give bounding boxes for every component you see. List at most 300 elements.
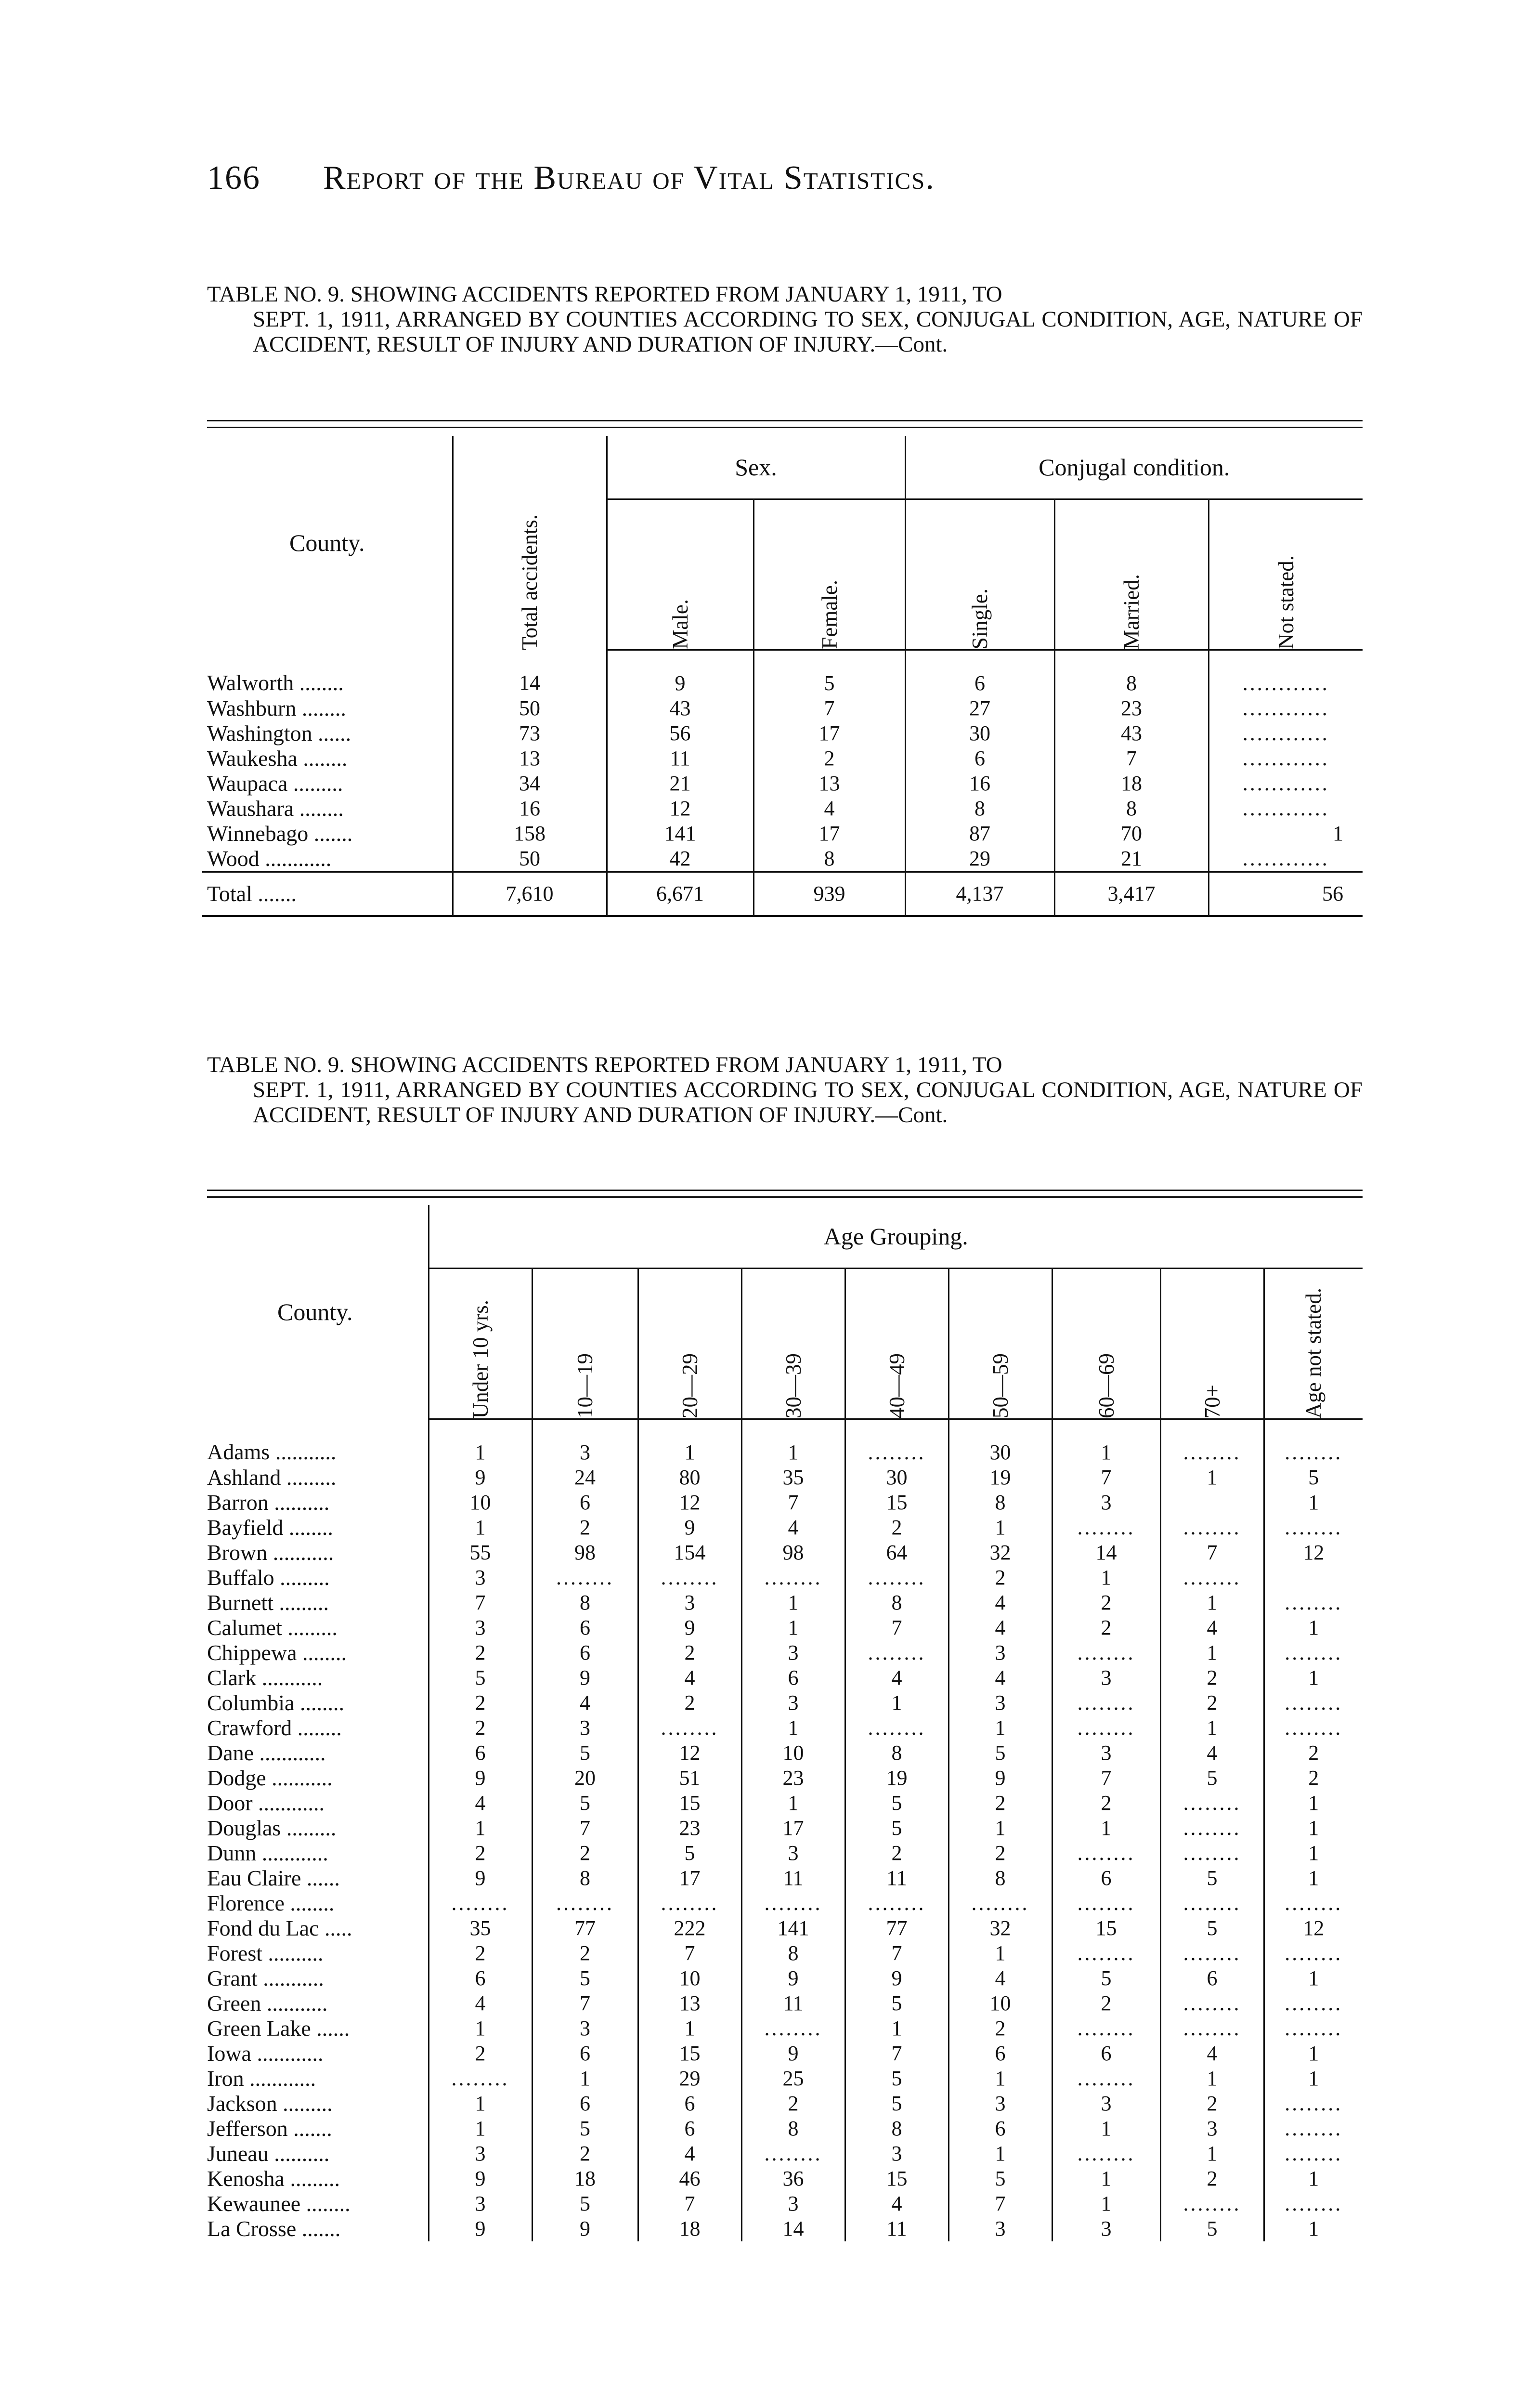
- cell-single: 16: [905, 771, 1054, 796]
- cell-age-3: 2: [741, 2091, 845, 2116]
- cell-age-6: ........: [1052, 2066, 1160, 2091]
- cell-age-4: ........: [845, 1565, 948, 1590]
- table2-caption: [207, 1052, 1363, 1127]
- cell-age-5: 5: [948, 1741, 1052, 1766]
- cell-age-2: ........: [638, 1715, 741, 1741]
- cell-age-5: 9: [948, 1766, 1052, 1791]
- county-name: Washburn ........: [207, 696, 346, 720]
- cell-age-1: 2: [532, 1941, 638, 1966]
- cell-age-6: 2: [1052, 1615, 1160, 1640]
- cell-age-5: 2: [948, 2016, 1052, 2041]
- cell-age-4: ........: [845, 1419, 948, 1466]
- table2-col-label: 50—59: [988, 1353, 1013, 1418]
- county-name: Calumet .........: [207, 1615, 338, 1640]
- cell-age-7: 5: [1160, 1766, 1264, 1791]
- county-name: Clark ...........: [207, 1665, 323, 1690]
- cell-age-8: ........: [1264, 1419, 1363, 1466]
- table1-female-header: [754, 499, 905, 650]
- table-row: [202, 771, 1363, 796]
- cell-age-2: 2: [638, 1640, 741, 1665]
- cell-age-1: 98: [532, 1540, 638, 1565]
- table-row: [202, 2191, 1363, 2216]
- county-name: Jackson .........: [207, 2091, 333, 2116]
- cell-age-7: 5: [1160, 1866, 1264, 1891]
- cell-age-3: 3: [741, 1640, 845, 1665]
- cell-age-4: 11: [845, 1866, 948, 1891]
- cell-age-4: 7: [845, 1615, 948, 1640]
- cell-age-3: ........: [741, 2016, 845, 2041]
- table-row: [202, 1540, 1363, 1565]
- cell-total: 34: [453, 771, 607, 796]
- cell-age-6: 2: [1052, 1590, 1160, 1615]
- cell-age-7: 2: [1160, 2091, 1264, 2116]
- cell-age-6: 3: [1052, 2216, 1160, 2241]
- table-row: [202, 746, 1363, 771]
- cell-total: 73: [453, 721, 607, 746]
- cell-age-0: 35: [429, 1916, 532, 1941]
- cell-age-5: 1: [948, 2141, 1052, 2166]
- cell-age-8: 1: [1264, 2216, 1363, 2241]
- table2-col-label: Age not stated.: [1301, 1287, 1326, 1418]
- cell-female: 13: [754, 771, 905, 796]
- table-row: [202, 1941, 1363, 1966]
- table2: [202, 1205, 1363, 2241]
- table1-married-header: [1054, 499, 1208, 650]
- cell-age-8: ........: [1264, 1690, 1363, 1715]
- cell-male: 21: [607, 771, 754, 796]
- cell-male: 9: [607, 650, 754, 696]
- cell-age-3: 11: [741, 1991, 845, 2016]
- cell-age-5: 7: [948, 2191, 1052, 2216]
- cell-age-5: 4: [948, 1966, 1052, 1991]
- cell-age-7: ........: [1160, 1941, 1264, 1966]
- county-name: Jefferson .......: [207, 2116, 332, 2141]
- cell-age-5: 2: [948, 1791, 1052, 1816]
- cell-single: 27: [905, 696, 1054, 721]
- table2-county-header: County.: [277, 1298, 353, 1326]
- cell-single: 30: [905, 721, 1054, 746]
- table1-total-header: [453, 436, 607, 650]
- cell-age-0: 9: [429, 2166, 532, 2191]
- cell-age-7: 2: [1160, 1665, 1264, 1690]
- cell-age-1: 2: [532, 1515, 638, 1540]
- cell-age-6: ........: [1052, 2141, 1160, 2166]
- county-name: Waushara ........: [207, 796, 344, 821]
- cell-age-8: 1: [1264, 1490, 1363, 1515]
- county-name: Buffalo .........: [207, 1565, 330, 1590]
- cell-age-6: ........: [1052, 1891, 1160, 1916]
- cell-age-0: 9: [429, 2216, 532, 2241]
- cell-age-6: 3: [1052, 1741, 1160, 1766]
- cell-age-0: 10: [429, 1490, 532, 1515]
- total-row: [202, 872, 1363, 916]
- cell-age-0: 5: [429, 1665, 532, 1690]
- table2-col-header: [532, 1269, 638, 1419]
- cell-age-1: 3: [532, 2016, 638, 2041]
- cell-age-2: 4: [638, 2141, 741, 2166]
- cell-age-3: 3: [741, 2191, 845, 2216]
- county-name: Forest ..........: [207, 1941, 324, 1965]
- cell-age-0: 2: [429, 1715, 532, 1741]
- cell-age-5: 4: [948, 1615, 1052, 1640]
- table1-single-header: [905, 499, 1054, 650]
- county-name: Waukesha ........: [207, 746, 348, 771]
- cell-total: 50: [453, 846, 607, 872]
- cell-age-2: 9: [638, 1615, 741, 1640]
- county-name: Barron ..........: [207, 1490, 330, 1515]
- table2-col-header: [741, 1269, 845, 1419]
- table-row: [202, 1615, 1363, 1640]
- cell-age-2: 17: [638, 1866, 741, 1891]
- cell-age-5: 10: [948, 1991, 1052, 2016]
- cell-age-1: 77: [532, 1916, 638, 1941]
- cell-age-6: 1: [1052, 2116, 1160, 2141]
- cell-married: 18: [1054, 771, 1208, 796]
- cell-married: 43: [1054, 721, 1208, 746]
- cell-age-1: 3: [532, 1715, 638, 1741]
- table-row: [202, 1816, 1363, 1841]
- table1-married-label: Married.: [1119, 574, 1143, 649]
- cell-age-1: 7: [532, 1816, 638, 1841]
- table-row: [202, 2141, 1363, 2166]
- table2-col-header: [1052, 1269, 1160, 1419]
- total-male: 6,671: [607, 872, 754, 916]
- cell-single: 87: [905, 821, 1054, 846]
- cell-age-2: 15: [638, 2041, 741, 2066]
- cell-age-0: 2: [429, 2041, 532, 2066]
- cell-age-8: ........: [1264, 2191, 1363, 2216]
- cell-age-4: 1: [845, 2016, 948, 2041]
- table-row: [202, 1966, 1363, 1991]
- cell-age-7: 1: [1160, 2066, 1264, 2091]
- table-row: [202, 1741, 1363, 1766]
- cell-age-6: ........: [1052, 1515, 1160, 1540]
- cell-age-5: 3: [948, 1690, 1052, 1715]
- table1-female-label: Female.: [817, 580, 842, 649]
- cell-age-4: 4: [845, 2191, 948, 2216]
- cell-male: 42: [607, 846, 754, 872]
- cell-age-3: 11: [741, 1866, 845, 1891]
- cell-age-2: ........: [638, 1891, 741, 1916]
- table1-male-header: [607, 499, 754, 650]
- total-female: 939: [754, 872, 905, 916]
- cell-age-6: 3: [1052, 2091, 1160, 2116]
- cell-age-0: 2: [429, 1640, 532, 1665]
- cell-age-0: 2: [429, 1941, 532, 1966]
- cell-age-8: 12: [1264, 1540, 1363, 1565]
- cell-age-1: 6: [532, 2041, 638, 2066]
- cell-female: 2: [754, 746, 905, 771]
- cell-not-stated: ............: [1208, 796, 1363, 821]
- table-row: [202, 1841, 1363, 1866]
- cell-age-1: 8: [532, 1590, 638, 1615]
- cell-age-2: 154: [638, 1540, 741, 1565]
- cell-age-3: 1: [741, 1590, 845, 1615]
- cell-age-3: 3: [741, 1690, 845, 1715]
- cell-age-5: 30: [948, 1419, 1052, 1466]
- total-not-stated: 56: [1208, 872, 1363, 916]
- cell-age-7: ........: [1160, 1565, 1264, 1590]
- cell-age-8: ........: [1264, 2091, 1363, 2116]
- cell-age-0: 3: [429, 2141, 532, 2166]
- page-number: 166: [207, 159, 260, 196]
- cell-age-7: 4: [1160, 1741, 1264, 1766]
- cell-age-4: 19: [845, 1766, 948, 1791]
- county-name: Fond du Lac .....: [207, 1916, 352, 1940]
- county-name: Douglas .........: [207, 1816, 337, 1840]
- county-name: Crawford ........: [207, 1715, 342, 1740]
- cell-age-7: ........: [1160, 1841, 1264, 1866]
- table-row: [202, 1690, 1363, 1715]
- cell-age-4: 5: [845, 1991, 948, 2016]
- county-name: Kenosha .........: [207, 2166, 340, 2191]
- county-name: Waupaca .........: [207, 771, 343, 796]
- table2-col-header: [638, 1269, 741, 1419]
- table1-single-label: Single.: [968, 588, 992, 649]
- table-row: [202, 821, 1363, 846]
- table1-caption-rest: SEPT. 1, 1911, ARRANGED BY COUNTIES ACCORDING TO SEX, CONJUGAL CONDITION, AGE, NATURE OF ACCIDENT, RESULT OF INJURY AND DURATION OF INJURY.—Cont.: [253, 307, 1363, 357]
- cell-age-4: 15: [845, 2166, 948, 2191]
- cell-age-8: 1: [1264, 1615, 1363, 1640]
- cell-age-6: 5: [1052, 1966, 1160, 1991]
- cell-age-2: 1: [638, 2016, 741, 2041]
- table-row: [202, 1715, 1363, 1741]
- table2-col-header: [948, 1269, 1052, 1419]
- cell-age-4: 11: [845, 2216, 948, 2241]
- cell-age-2: 7: [638, 2191, 741, 2216]
- county-name: Grant ...........: [207, 1966, 324, 1990]
- cell-age-1: 2: [532, 2141, 638, 2166]
- cell-age-7: 2: [1160, 2166, 1264, 2191]
- cell-single: 6: [905, 746, 1054, 771]
- cell-married: 23: [1054, 696, 1208, 721]
- cell-age-1: ........: [532, 1891, 638, 1916]
- table2-col-header: [429, 1269, 532, 1419]
- cell-age-3: ........: [741, 1565, 845, 1590]
- cell-female: 4: [754, 796, 905, 821]
- table2-caption-rest: SEPT. 1, 1911, ARRANGED BY COUNTIES ACCORDING TO SEX, CONJUGAL CONDITION, AGE, NATURE OF ACCIDENT, RESULT OF INJURY AND DURATION OF INJURY.—Cont.: [253, 1077, 1363, 1127]
- cell-age-4: 8: [845, 2116, 948, 2141]
- cell-age-3: 7: [741, 1490, 845, 1515]
- table2-age-grouping-header: Age Grouping.: [429, 1205, 1363, 1269]
- page-header: [207, 159, 1363, 197]
- table1-caption-first: TABLE NO. 9. SHOWING ACCIDENTS REPORTED FROM JANUARY 1, 1911, TO: [207, 282, 1002, 307]
- county-name: Dodge ...........: [207, 1766, 333, 1790]
- running-title: Report of the Bureau of Vital Statistics.: [323, 159, 935, 196]
- county-name: Iowa ............: [207, 2041, 324, 2066]
- cell-not-stated: ............: [1208, 650, 1363, 696]
- cell-age-0: 4: [429, 1791, 532, 1816]
- cell-age-1: 5: [532, 1966, 638, 1991]
- cell-age-0: 6: [429, 1966, 532, 1991]
- cell-age-5: 4: [948, 1590, 1052, 1615]
- cell-age-7: ........: [1160, 1791, 1264, 1816]
- table2-col-label: Under 10 yrs.: [468, 1299, 493, 1418]
- cell-age-7: ........: [1160, 1991, 1264, 2016]
- cell-age-3: 3: [741, 1841, 845, 1866]
- cell-total: 16: [453, 796, 607, 821]
- table-row: [202, 1590, 1363, 1615]
- cell-age-6: 14: [1052, 1540, 1160, 1565]
- cell-age-1: 24: [532, 1465, 638, 1490]
- cell-age-2: 9: [638, 1515, 741, 1540]
- cell-age-0: 2: [429, 1690, 532, 1715]
- table1-total-label: Total accidents.: [518, 514, 542, 650]
- table-row: [202, 2066, 1363, 2091]
- county-name: Eau Claire ......: [207, 1866, 340, 1890]
- cell-age-2: 29: [638, 2066, 741, 2091]
- cell-total: 14: [453, 650, 607, 696]
- table1-caption: [207, 282, 1363, 357]
- cell-single: 8: [905, 796, 1054, 821]
- cell-age-6: 1: [1052, 1419, 1160, 1466]
- cell-age-6: 2: [1052, 1791, 1160, 1816]
- table-row: [202, 1766, 1363, 1791]
- cell-age-3: 8: [741, 2116, 845, 2141]
- county-name: Florence ........: [207, 1891, 335, 1915]
- cell-age-8: 1: [1264, 1841, 1363, 1866]
- cell-age-6: ........: [1052, 1841, 1160, 1866]
- table1-top-rule: [207, 420, 1363, 421]
- cell-age-7: 4: [1160, 1615, 1264, 1640]
- cell-age-1: 3: [532, 1419, 638, 1466]
- cell-not-stated: ............: [1208, 771, 1363, 796]
- cell-age-6: 7: [1052, 1766, 1160, 1791]
- cell-age-1: 6: [532, 1640, 638, 1665]
- cell-age-5: 1: [948, 1816, 1052, 1841]
- table2-col-label: 40—49: [884, 1353, 909, 1418]
- county-name: Green ...........: [207, 1991, 328, 2015]
- cell-age-4: 8: [845, 1590, 948, 1615]
- county-name: Chippewa ........: [207, 1640, 347, 1665]
- cell-age-5: 6: [948, 2116, 1052, 2141]
- table-row: [202, 1515, 1363, 1540]
- cell-age-0: 3: [429, 1565, 532, 1590]
- table-row: [202, 1465, 1363, 1490]
- cell-age-5: 1: [948, 2066, 1052, 2091]
- table2-col-label: 10—19: [573, 1353, 597, 1418]
- table2-col-label: 60—69: [1094, 1353, 1118, 1418]
- cell-age-5: 2: [948, 1841, 1052, 1866]
- cell-female: 17: [754, 721, 905, 746]
- table2-col-header: [1264, 1269, 1363, 1419]
- table-row: [202, 696, 1363, 721]
- cell-age-3: 9: [741, 1966, 845, 1991]
- cell-female: 17: [754, 821, 905, 846]
- cell-age-1: 6: [532, 2091, 638, 2116]
- cell-age-8: ........: [1264, 1941, 1363, 1966]
- table-row: [202, 1419, 1363, 1466]
- cell-age-6: 15: [1052, 1916, 1160, 1941]
- cell-age-3: 1: [741, 1615, 845, 1640]
- cell-age-7: 1: [1160, 2141, 1264, 2166]
- table1-not-stated-header: [1208, 499, 1363, 650]
- cell-age-2: 18: [638, 2216, 741, 2241]
- cell-age-3: 17: [741, 1816, 845, 1841]
- cell-total: 13: [453, 746, 607, 771]
- cell-age-4: 3: [845, 2141, 948, 2166]
- cell-age-3: 1: [741, 1791, 845, 1816]
- cell-age-2: 12: [638, 1490, 741, 1515]
- cell-age-0: 9: [429, 1465, 532, 1490]
- cell-age-8: ........: [1264, 2141, 1363, 2166]
- cell-age-7: 3: [1160, 2116, 1264, 2141]
- cell-age-5: 3: [948, 2091, 1052, 2116]
- cell-age-8: ........: [1264, 1515, 1363, 1540]
- county-name: Juneau ..........: [207, 2141, 330, 2166]
- cell-male: 43: [607, 696, 754, 721]
- table2-col-label: 20—29: [677, 1353, 702, 1418]
- cell-age-1: 1: [532, 2066, 638, 2091]
- cell-age-7: ........: [1160, 2191, 1264, 2216]
- cell-age-6: ........: [1052, 1715, 1160, 1741]
- cell-age-1: 6: [532, 1615, 638, 1640]
- cell-age-0: 1: [429, 1419, 532, 1466]
- cell-age-4: 5: [845, 1791, 948, 1816]
- cell-age-0: 4: [429, 1991, 532, 2016]
- cell-age-8: 1: [1264, 1816, 1363, 1841]
- county-name: Dane ............: [207, 1741, 326, 1765]
- cell-age-6: 1: [1052, 1565, 1160, 1590]
- cell-age-1: 20: [532, 1766, 638, 1791]
- cell-age-8: 12: [1264, 1916, 1363, 1941]
- cell-age-1: 7: [532, 1991, 638, 2016]
- cell-age-4: 7: [845, 1941, 948, 1966]
- cell-age-3: 23: [741, 1766, 845, 1791]
- cell-age-7: 5: [1160, 1916, 1264, 1941]
- cell-age-1: 2: [532, 1841, 638, 1866]
- cell-age-7: ........: [1160, 2016, 1264, 2041]
- cell-age-1: 4: [532, 1690, 638, 1715]
- county-name: Ashland .........: [207, 1465, 337, 1490]
- cell-age-3: 6: [741, 1665, 845, 1690]
- table1-conjugal-header: Conjugal condition.: [905, 436, 1363, 499]
- cell-age-2: 23: [638, 1816, 741, 1841]
- cell-age-6: 3: [1052, 1665, 1160, 1690]
- cell-age-0: 1: [429, 2116, 532, 2141]
- cell-age-8: 1: [1264, 2166, 1363, 2191]
- cell-age-1: ........: [532, 1565, 638, 1590]
- cell-age-6: ........: [1052, 1690, 1160, 1715]
- cell-age-8: 1: [1264, 2041, 1363, 2066]
- cell-age-2: 46: [638, 2166, 741, 2191]
- cell-age-7: 7: [1160, 1540, 1264, 1565]
- cell-age-4: 5: [845, 2091, 948, 2116]
- cell-age-8: 2: [1264, 1741, 1363, 1766]
- table1: [202, 436, 1363, 917]
- county-name: Columbia ........: [207, 1690, 344, 1715]
- cell-age-8: 1: [1264, 2066, 1363, 2091]
- cell-female: 7: [754, 696, 905, 721]
- cell-age-3: 9: [741, 2041, 845, 2066]
- cell-age-7: 6: [1160, 1966, 1264, 1991]
- cell-age-7: 4: [1160, 2041, 1264, 2066]
- cell-married: 8: [1054, 796, 1208, 821]
- cell-age-7: ........: [1160, 1419, 1264, 1466]
- county-name: Door ............: [207, 1791, 325, 1815]
- cell-single: 29: [905, 846, 1054, 872]
- cell-age-1: 9: [532, 1665, 638, 1690]
- cell-age-0: 3: [429, 1615, 532, 1640]
- cell-age-8: 1: [1264, 1966, 1363, 1991]
- cell-age-6: ........: [1052, 2016, 1160, 2041]
- cell-age-0: 9: [429, 1766, 532, 1791]
- table-row: [202, 2166, 1363, 2191]
- table1-county-header: County.: [289, 529, 365, 557]
- table-row: [202, 2116, 1363, 2141]
- table-row: [202, 846, 1363, 872]
- cell-age-0: ........: [429, 2066, 532, 2091]
